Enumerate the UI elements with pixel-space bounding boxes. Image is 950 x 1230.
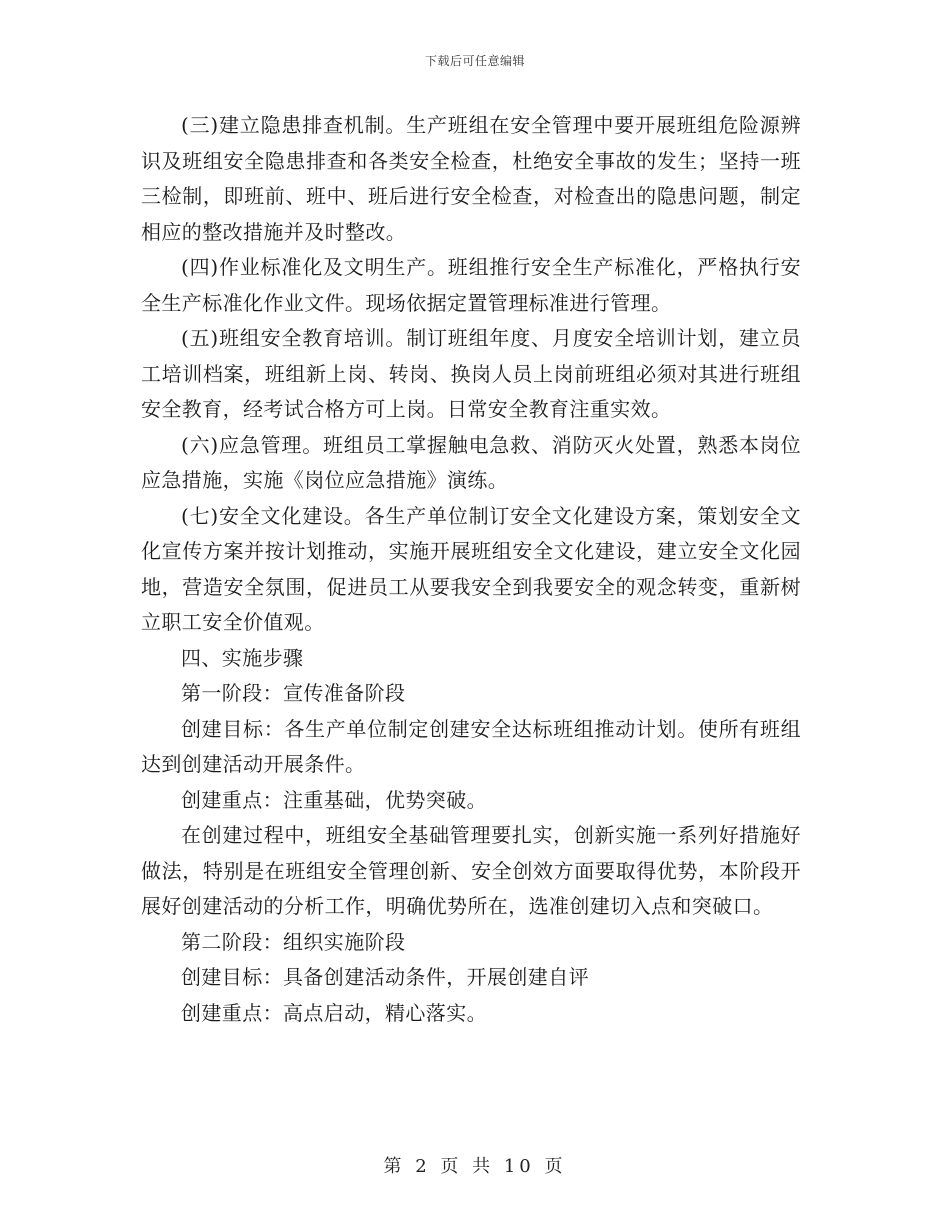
document-body [141, 108, 801, 1031]
stage-one-focus: 创建重点：注重基础，优势突破。 [181, 787, 487, 812]
stage-two-focus: 创建重点：高点启动，精心落实。 [181, 1000, 487, 1025]
stage-one-goal: 创建目标：各生产单位制定创建安全达标班组推动计划。使所有班组达到创建活动开展条件。 [141, 716, 801, 776]
paragraph-emergency-management: (六)应急管理。班组员工掌握触电急救、消防灭火处置，熟悉本岗位应急措施，实施《岗位应急措施》演练。 [141, 432, 801, 492]
stage-one-heading: 第一阶段：宣传准备阶段 [181, 681, 406, 705]
paragraph-standardization: (四)作业标准化及文明生产。班组推行安全生产标准化，严格执行安全生产标准化作业文件。现场依据定置管理标准进行管理。 [141, 255, 801, 315]
paragraph-safety-culture: (七)安全文化建设。各生产单位制订安全文化建设方案，策划安全文化宣传方案并按计划推动，实施开展班组安全文化建设，建立安全文化园地，营造安全氛围，促进员工从要我安全到我要安全的观念转变，重新树立职工安全价值观。 [141, 503, 801, 634]
paragraph-hazard-inspection: (三)建立隐患排查机制。生产班组在安全管理中要开展班组危险源辨识及班组安全隐患排查和各类安全检查，杜绝安全事故的发生；坚持一班三检制，即班前、班中、班后进行安全检查，对检查出的隐患问题，制定相应的整改措施并及时整改。 [141, 113, 801, 244]
paragraph-safety-training: (五)班组安全教育培训。制订班组年度、月度安全培训计划，建立员工培训档案，班组新上岗、转岗、换岗人员上岗前班组必须对其进行班组安全教育，经考试合格方可上岗。日常安全教育注重实效。 [141, 326, 801, 421]
stage-one-process: 在创建过程中，班组安全基础管理要扎实，创新实施一系列好措施好做法，特别是在班组安全管理创新、安全创效方面要取得优势，本阶段开展好创建活动的分析工作，明确优势所在，选准创建切入点和突破口。 [141, 823, 801, 918]
stage-two-heading: 第二阶段：组织实施阶段 [181, 929, 406, 954]
page-number-footer: 第 2 页 共 10 页 [383, 1156, 567, 1177]
section-heading-implementation-steps: 四、实施步骤 [181, 645, 304, 670]
stage-two-goal: 创建目标：具备创建活动条件，开展创建自评 [181, 965, 589, 989]
page-header: 下载后可任意编辑 [424, 54, 525, 68]
